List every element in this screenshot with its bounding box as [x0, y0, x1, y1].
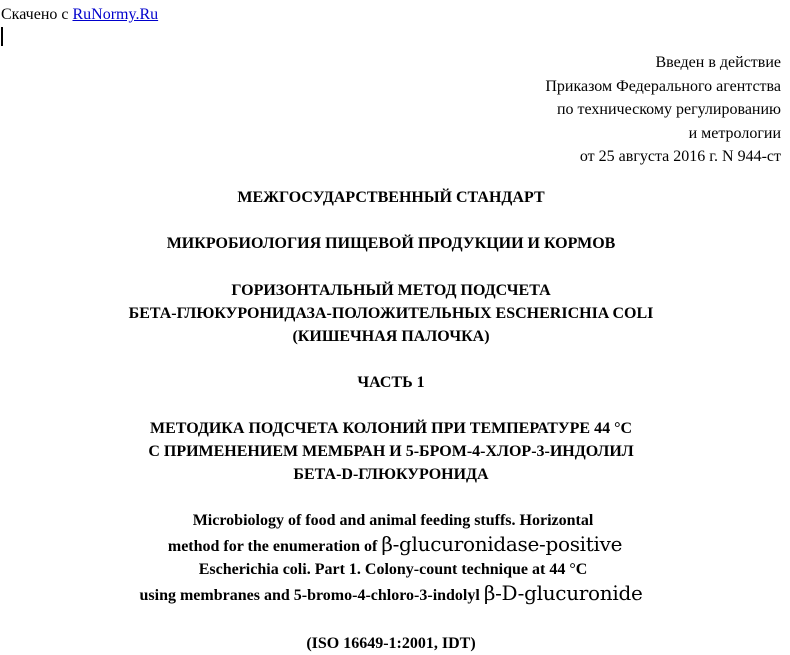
part-text: ЧАСТЬ 1: [357, 374, 425, 391]
technique-line: МЕТОДИКА ПОДСЧЕТА КОЛОНИЙ ПРИ ТЕМПЕРАТУРЕ 44 °С: [149, 420, 633, 437]
enactment-line: по техническому регулированию: [556, 101, 781, 118]
iso-reference: (ISO 16649-1:2001, IDT): [306, 635, 476, 652]
technique-line: БЕТА-D-ГЛЮКУРОНИДА: [293, 466, 489, 483]
english-title-greek: β-D-glucuronide: [483, 581, 643, 606]
source-link[interactable]: RuNormy.Ru: [72, 6, 159, 23]
enactment-line: от 25 августа 2016 г. N 944-ст: [579, 148, 781, 165]
enactment-note: [545, 51, 781, 169]
standard-type-heading: [0, 186, 786, 209]
english-title-greek: β-glucuronidase-positive: [381, 531, 623, 556]
english-title: [0, 509, 790, 608]
enactment-line: и метрологии: [688, 124, 781, 142]
standard-type-text: МЕЖГОСУДАРСТВЕННЫЙ СТАНДАРТ: [237, 189, 545, 206]
enactment-line: Введен в действие: [655, 54, 781, 71]
english-title-line: [0, 533, 790, 559]
technique-heading: [0, 417, 786, 486]
technique-line: С ПРИМЕНЕНИЕМ МЕМБРАН И 5-БРОМ-4-ХЛОР-3-ИНДОЛИЛ: [148, 443, 634, 460]
field-heading: [0, 232, 786, 255]
part-heading: [0, 371, 786, 394]
field-text: МИКРОБИОЛОГИЯ ПИЩЕВОЙ ПРОДУКЦИИ И КОРМОВ: [166, 235, 616, 252]
enactment-line: Приказом Федерального агентства: [545, 77, 781, 95]
method-line: БЕТА-ГЛЮКУРОНИДАЗА-ПОЛОЖИТЕЛЬНЫХ ESCHERICHIA COLI: [128, 305, 654, 322]
method-line: (КИШЕЧНАЯ ПАЛОЧКА): [292, 328, 490, 345]
english-title-text: using membranes and 5-bromo-4-chloro-3-indolyl: [139, 587, 484, 605]
english-title-line: Microbiology of food and animal feeding stuffs. Horizontal: [192, 512, 594, 529]
english-title-line: [0, 582, 790, 608]
english-title-text: method for the enumeration of: [167, 537, 382, 555]
method-heading: [0, 279, 786, 348]
english-title-line: Escherichia coli. Part 1. Colony-count technique at 44 °C: [198, 561, 588, 579]
source-prefix: Скачено с: [1, 6, 73, 23]
text-cursor: [1, 27, 3, 46]
method-line: ГОРИЗОНТАЛЬНЫЙ МЕТОД ПОДСЧЕТА: [231, 282, 551, 299]
source-line: [1, 5, 158, 24]
